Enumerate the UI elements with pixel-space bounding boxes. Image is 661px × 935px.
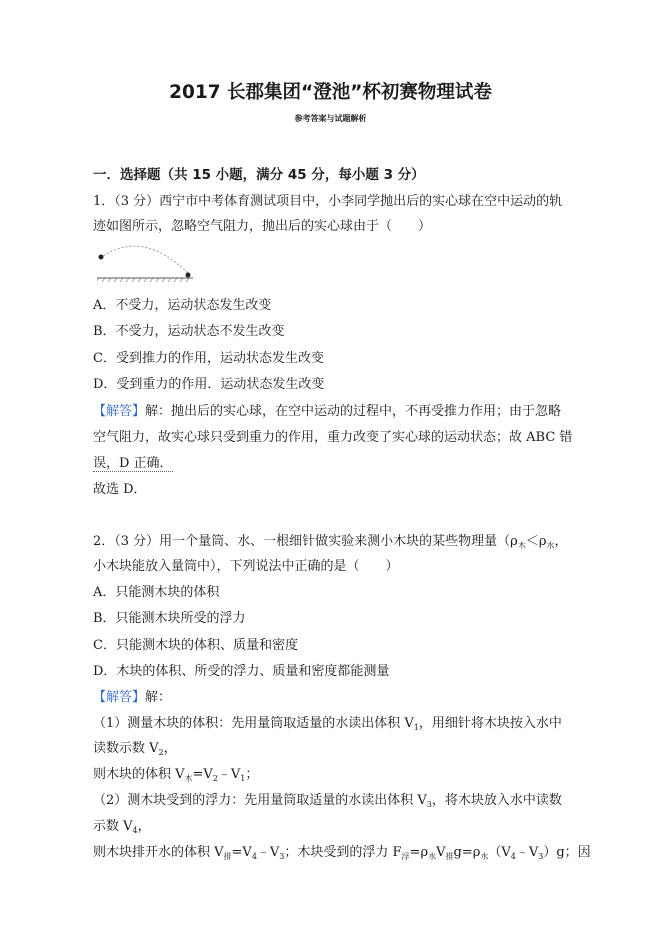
q1-choice: 故选 D． [93, 482, 147, 497]
q1-stem-line1: 1．（3 分）西宁市中考体育测试项目中，小李同学抛出后的实心球在空中运动的轨 [93, 194, 563, 209]
ball-end [186, 273, 191, 278]
q2-stem-line1: 2．（3 分）用一个量筒、水、一根细针做实验来测小木块的某些物理量（$\rho_木<\rho_水$， [93, 534, 568, 550]
q1-option-d: D．受到重力的作用．运动状态发生改变 [93, 377, 325, 392]
section-heading: 一．选择题（共 15 小题，满分 45 分，每小题 3 分） [93, 167, 425, 183]
q2-stem-line2: 小木块能放入量筒中），下列说法中正确的是（ ） [93, 559, 399, 574]
q2-part2-line1: （2）测木块受到的浮力：先用量筒取适量的水读出体积 $V_3$，将木块放入水中读数 [93, 793, 562, 809]
q1-option-c: C．受到推力的作用，运动状态发生改变 [93, 351, 324, 366]
q2-option-d: D．木块的体积、所受的浮力、质量和密度都能测量 [93, 664, 390, 679]
q2-option-b: B．只能测木块所受的浮力 [93, 611, 246, 626]
q1-stem-line2: 迹如图所示，忽略空气阻力，抛出后的实心球由于（ ） [93, 219, 432, 234]
q1-answer-line1: 【解答】解：抛出后的实心球，在空中运动的过程中，不再受推力作用；由于忽略 [93, 404, 562, 419]
q2-part1-line2: 读数示数 $V_2$， [93, 741, 177, 757]
q2-answer-head: 【解答】解： [93, 690, 172, 705]
ball-start [99, 255, 104, 260]
answer-tag: 【解答】 [93, 404, 146, 419]
trajectory-curve [100, 246, 189, 274]
trajectory-figure [97, 238, 193, 282]
q1-answer-line2: 空气阻力，故实心球只受到重力的作用，重力改变了实心球的运动状态；故 ABC 错 [93, 430, 573, 445]
q2-part1-line3: 则木块的体积 $V_木=V_2﹣V_1$； [93, 767, 259, 783]
q1-option-a: A．不受力，运动状态发生改变 [93, 298, 272, 313]
q2-part2-line2: 示数 $V_4$， [93, 819, 151, 835]
answer-tag: 【解答】 [93, 690, 146, 705]
q1-option-b: B．不受力，运动状态不发生改变 [93, 324, 285, 339]
paper-title: 2017 长郡集团“澄池”杯初赛物理试卷 [169, 82, 492, 103]
q2-part2-line3: 则木块排开水的体积 $V_排=V_4﹣V_3$；木块受到的浮力 $F_浮=\rho_水V_排g=\rho_水(V_4﹣V_3)g$；因 [93, 845, 591, 861]
q1-answer-line3: 误，D 正确． [93, 456, 173, 471]
q2-option-c: C．只能测木块的体积、质量和密度 [93, 638, 298, 653]
q2-part1-line1: （1）测量木块的体积：先用量筒取适量的水读出体积 $V_1$，用细针将木块按入水中 [93, 716, 562, 732]
ground-hatch [97, 278, 189, 282]
paper-subtitle: 参考答案与试题解析 [294, 114, 367, 123]
q2-option-a: A．只能测木块的体积 [93, 585, 220, 600]
